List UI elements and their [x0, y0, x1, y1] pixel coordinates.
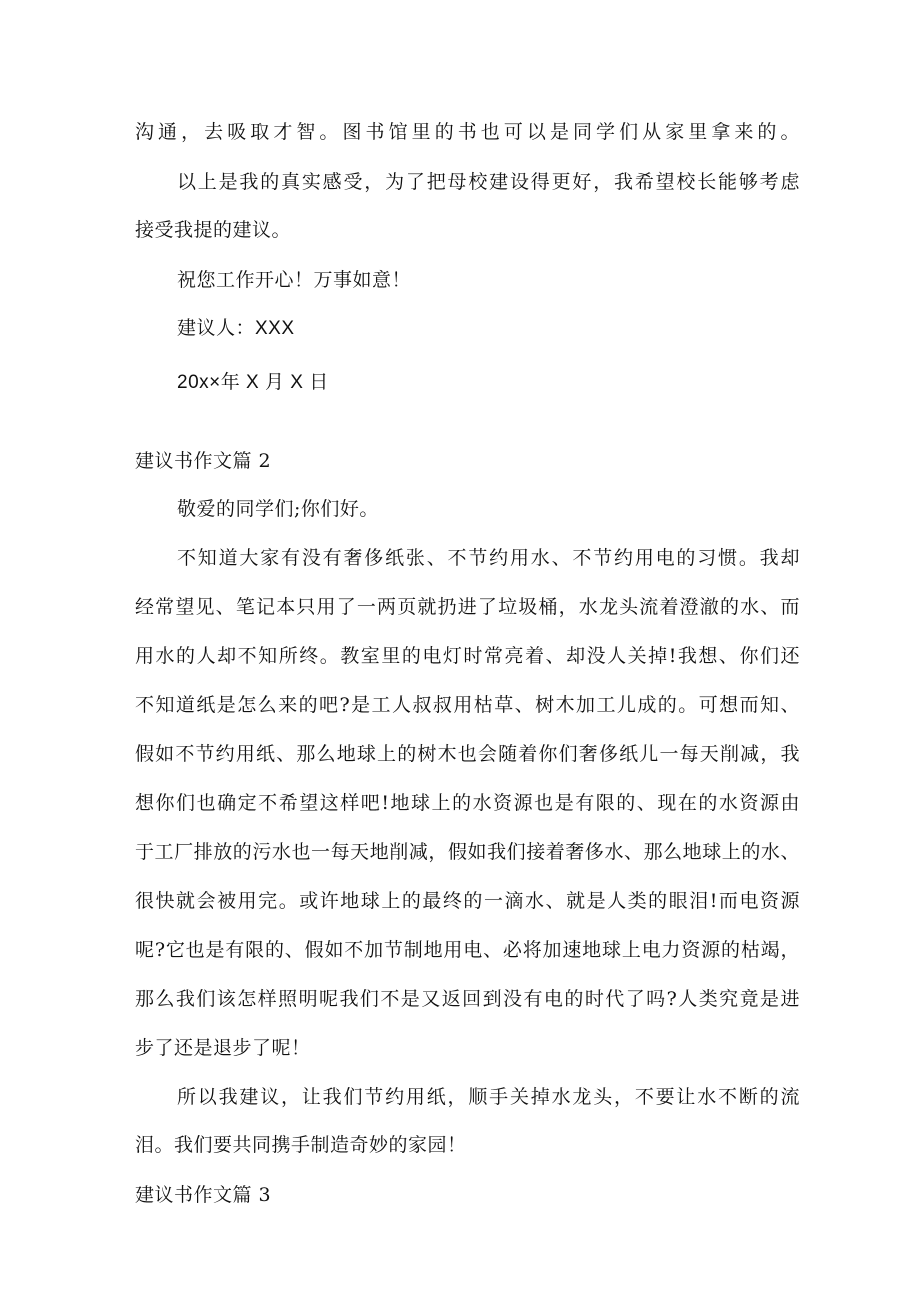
paragraph-line: 沟通，去吸取才智。图书馆里的书也可以是同学们从家里拿来的。: [135, 121, 800, 143]
paragraph-line: 泪。我们要共同携手制造奇妙的家园！: [135, 1134, 467, 1156]
section-heading: 建议书作文篇 3: [135, 1184, 272, 1206]
greeting-line: 敬爱的同学们;你们好。: [177, 498, 379, 520]
paragraph-line: 那么我们该怎样照明呢我们不是又返回到没有电的时代了吗?人类究竟是进: [135, 988, 800, 1010]
date-line: 20x×年 X 月 X 日: [177, 372, 329, 393]
paragraph-line: 所以我建议，让我们节约用纸，顺手关掉水龙头，不要让水不断的流: [177, 1086, 800, 1108]
paragraph-line: 呢?它也是有限的、假如不加节制地用电、必将加速地球上电力资源的枯竭，: [135, 939, 800, 961]
paragraph-line: 步了还是退步了呢！: [135, 1037, 311, 1059]
closing-wish: 祝您工作开心！万事如意！: [177, 269, 412, 291]
paragraph-line: 于工厂排放的污水也一每天地削减，假如我们接着奢侈水、那么地球上的水、: [135, 841, 800, 863]
paragraph-line: 不知道大家有没有奢侈纸张、不节约用水、不节约用电的习惯。我却: [177, 547, 800, 569]
paragraph-line: 接受我提的建议。: [135, 219, 292, 241]
paragraph-line: 假如不节约用纸、那么地球上的树木也会随着你们奢侈纸儿一每天削减，我: [135, 743, 800, 765]
paragraph-line: 很快就会被用完。或许地球上的最终的一滴水、就是人类的眼泪!而电资源: [135, 890, 800, 912]
paragraph-line: 经常望见、笔记本只用了一两页就扔进了垃圾桶，水龙头流着澄澈的水、而: [135, 596, 800, 618]
section-heading: 建议书作文篇 2: [135, 450, 272, 472]
paragraph-line: 以上是我的真实感受，为了把母校建设得更好，我希望校长能够考虑: [177, 171, 800, 193]
paragraph-line: 想你们也确定不希望这样吧!地球上的水资源也是有限的、现在的水资源由: [135, 792, 800, 814]
paragraph-line: 用水的人却不知所终。教室里的电灯时常亮着、却没人关掉!我想、你们还: [135, 645, 800, 667]
paragraph-line: 不知道纸是怎么来的吧?是工人叔叔用枯草、树木加工儿成的。可想而知、: [135, 694, 800, 716]
signature-line: 建议人：XXX: [177, 318, 295, 339]
